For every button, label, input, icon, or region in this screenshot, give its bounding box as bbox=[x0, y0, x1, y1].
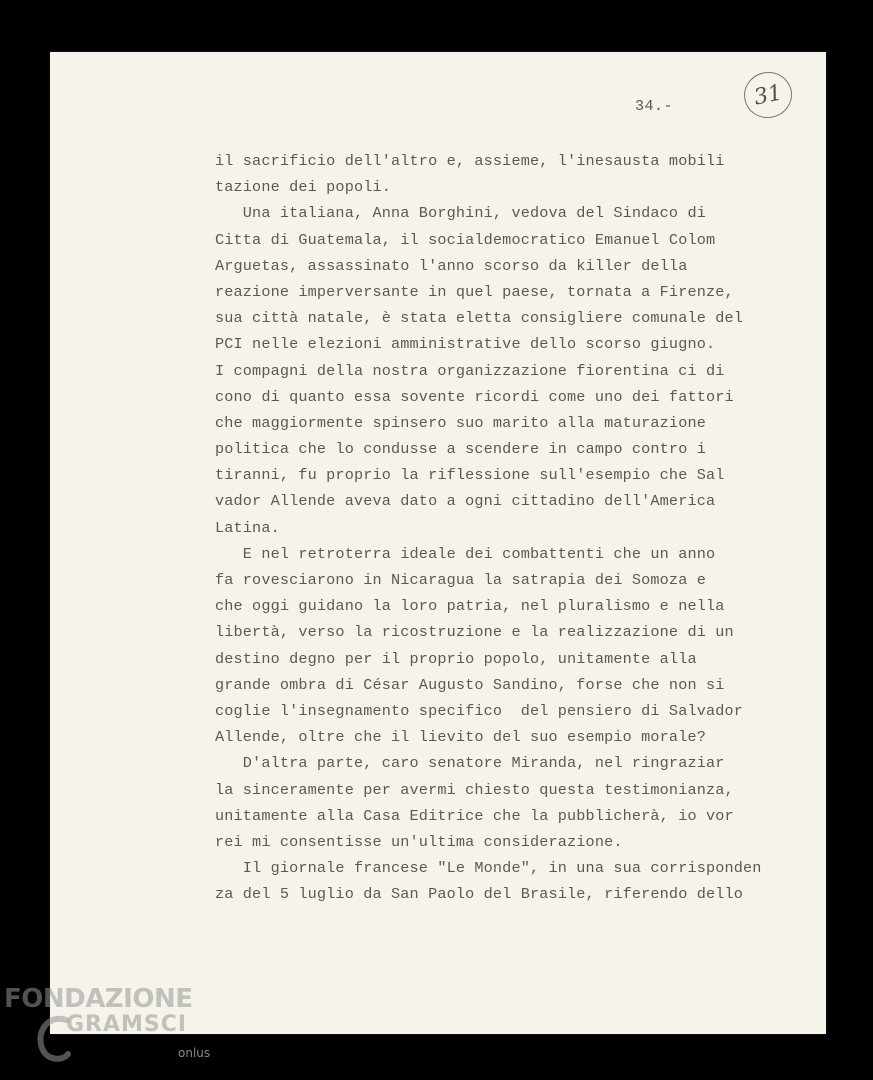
text-line: libertà, verso la ricostruzione e la realizzazione di un bbox=[215, 623, 734, 642]
archive-stamp: 31 bbox=[740, 68, 797, 123]
text-line: Citta di Guatemala, il socialdemocratico Emanuel Colom bbox=[215, 230, 716, 249]
text-line: I compagni della nostra organizzazione fiorentina ci di bbox=[215, 361, 725, 380]
logo-text-gramsci: GRAMSCI bbox=[66, 1012, 188, 1037]
text-line: PCI nelle elezioni amministrative dello scorso giugno. bbox=[215, 335, 716, 354]
text-line: che oggi guidano la loro patria, nel pluralismo e nella bbox=[215, 597, 725, 616]
text-line: cono di quanto essa sovente ricordi come uno dei fattori bbox=[215, 387, 734, 406]
text-line: grande ombra di César Augusto Sandino, forse che non si bbox=[215, 675, 725, 694]
text-line: tazione dei popoli. bbox=[215, 178, 392, 197]
text-line: D'altra parte, caro senatore Miranda, nel ringraziar bbox=[215, 754, 725, 773]
typewritten-text bbox=[215, 148, 775, 907]
text-line: reazione imperversante in quel paese, tornata a Firenze, bbox=[215, 282, 734, 301]
text-line: Il giornale francese "Le Monde", in una sua corrisponden bbox=[215, 859, 762, 878]
text-line: za del 5 luglio da San Paolo del Brasile, riferendo dello bbox=[215, 885, 744, 904]
text-line: che maggiormente spinsero suo marito alla maturazione bbox=[215, 413, 706, 432]
text-line: rei mi consentisse un'ultima considerazione. bbox=[215, 832, 623, 851]
text-line: il sacrificio dell'altro e, assieme, l'inesausta mobili bbox=[215, 152, 725, 170]
text-line: fa rovesciarono in Nicaragua la satrapia dei Somoza e bbox=[215, 571, 706, 589]
text-line: Allende, oltre che il lievito del suo esempio morale? bbox=[215, 728, 706, 747]
text-line: vador Allende aveva dato a ogni cittadino dell'America bbox=[215, 492, 716, 511]
text-line: Arguetas, assassinato l'anno scorso da killer della bbox=[215, 256, 688, 275]
logo-tagline: onlus bbox=[178, 1046, 211, 1060]
text-line: politica che lo condusse a scendere in campo contro i bbox=[215, 440, 706, 459]
text-line: E nel retroterra ideale dei combattenti che un anno bbox=[215, 544, 716, 563]
text-line: coglie l'insegnamento specifico del pensiero di Salvador bbox=[215, 701, 744, 720]
text-line: la sinceramente per avermi chiesto questa testimonianza, bbox=[215, 780, 734, 799]
text-line: sua città natale, è stata eletta consigliere comunale del bbox=[215, 309, 744, 328]
page-number: 34.- bbox=[635, 98, 674, 115]
text-line: Latina. bbox=[215, 518, 280, 537]
text-line: tiranni, fu proprio la riflessione sull'esempio che Sal bbox=[215, 466, 725, 485]
logo-text-fondazione: FONDAZIONE bbox=[4, 984, 193, 1014]
fondazione-gramsci-logo bbox=[4, 984, 224, 1080]
text-line: unitamente alla Casa Editrice che la pubblicherà, io vor bbox=[215, 806, 734, 825]
text-line: destino degno per il proprio popolo, unitamente alla bbox=[215, 649, 697, 668]
text-line: Una italiana, Anna Borghini, vedova del Sindaco di bbox=[215, 204, 706, 223]
